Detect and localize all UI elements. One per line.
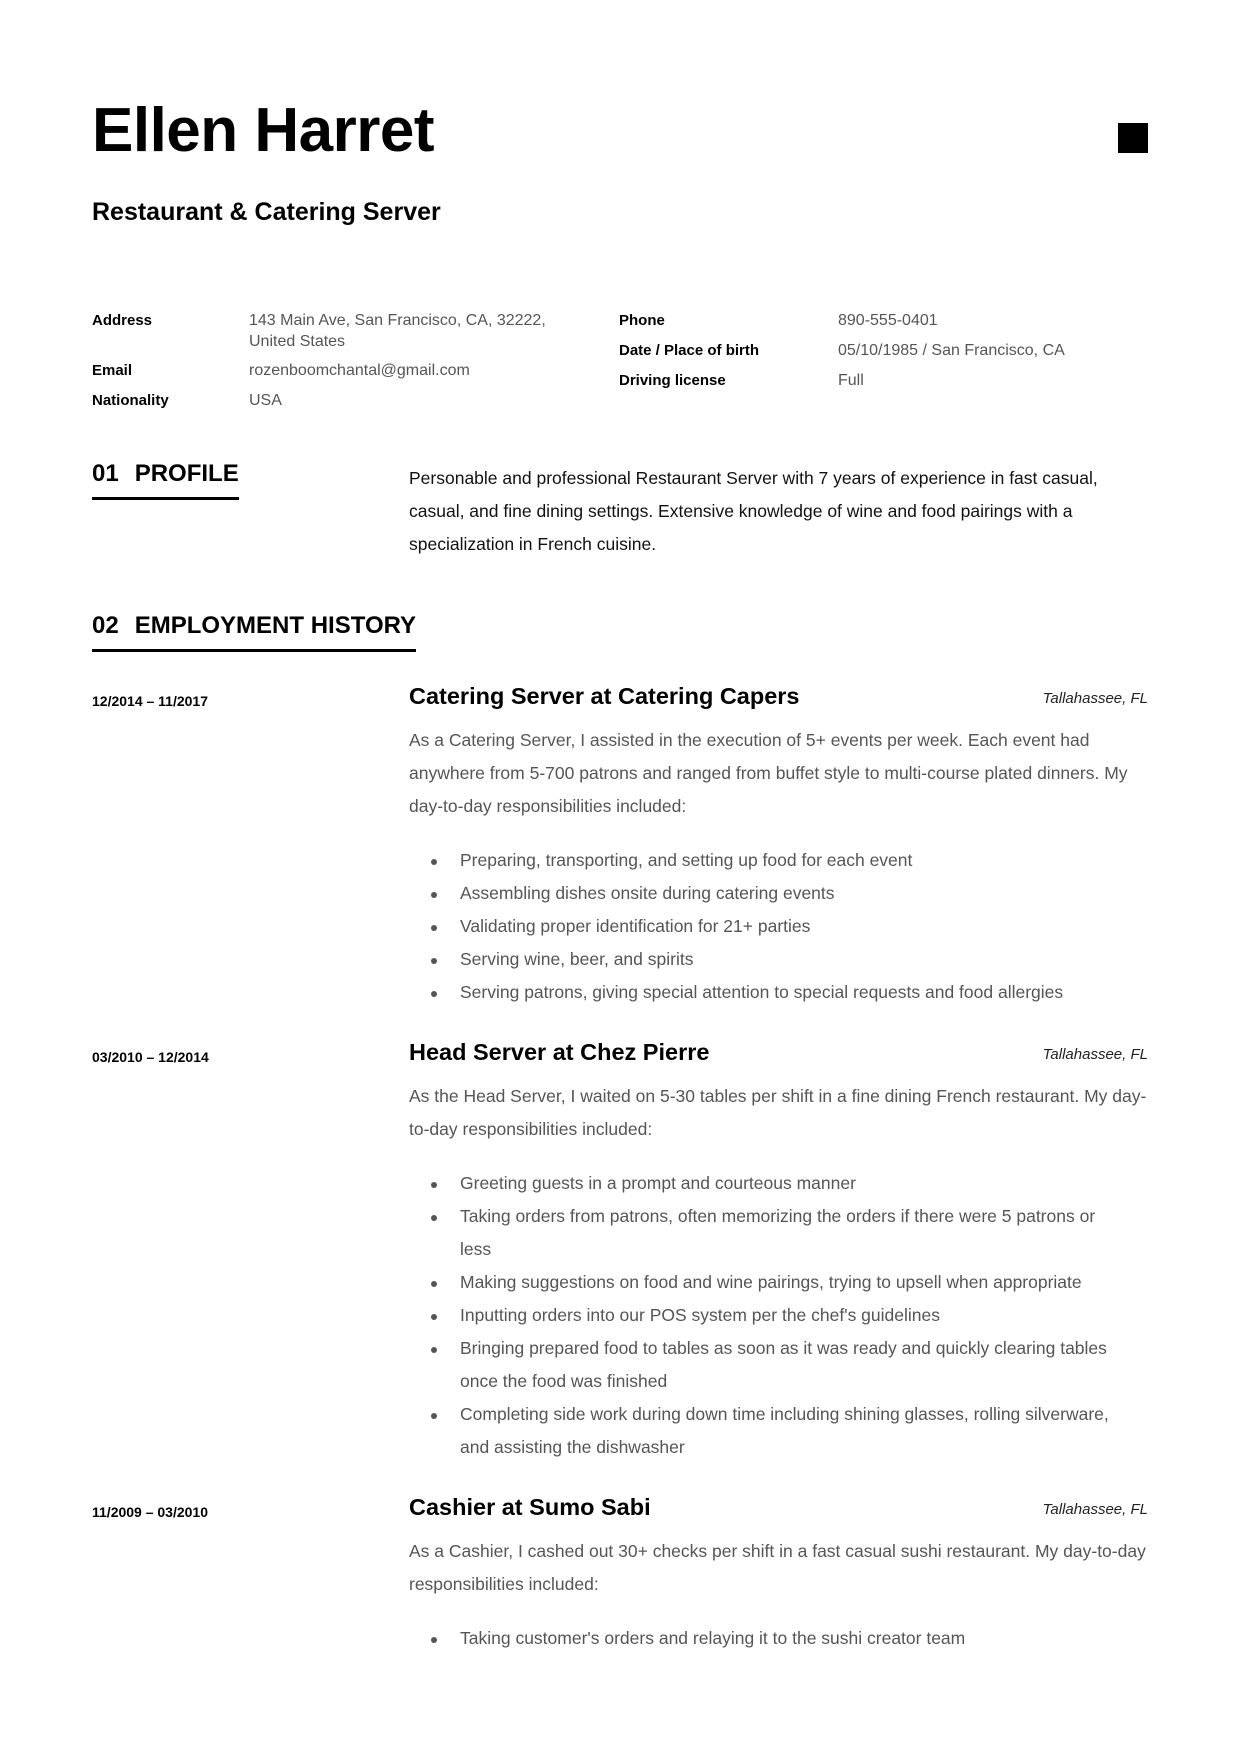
candidate-name: Ellen Harret (92, 96, 435, 165)
employment-heading-text: EMPLOYMENT HISTORY (134, 612, 417, 639)
phone-value: 890-555-0401 (838, 312, 938, 329)
bullet-icon (431, 859, 437, 865)
dob-value: 05/10/1985 / San Francisco, CA (838, 342, 1065, 359)
job-dates: 12/2014 – 11/2017 (92, 693, 209, 709)
list-item: Taking orders from patrons, often memorizing the orders if there were 5 patrons or less (409, 1200, 1129, 1266)
bullet-icon (431, 1215, 437, 1221)
list-item: Making suggestions on food and wine pairings, trying to upsell when appropriate (409, 1266, 1129, 1299)
job-title: Cashier at Sumo Sabi (409, 1494, 651, 1520)
job-location: Tallahassee, FL (1042, 1046, 1148, 1063)
profile-text: Personable and professional Restaurant Server with 7 years of experience in fast casual, casual, and fine dining settings. Extensive knowledge of wine and food pairings with a specialization in French cuisine. (409, 468, 1098, 554)
job-description: As the Head Server, I waited on 5-30 tables per shift in a fine dining French restaurant. My day-to-day responsibilities included: (409, 1086, 1147, 1139)
employment-heading (92, 612, 416, 652)
nationality-label: Nationality (92, 392, 169, 409)
job-description: As a Catering Server, I assisted in the execution of 5+ events per week. Each event had anywhere from 5-700 patrons and ranged from buffet style to multi-course plated dinners. My day-to-day responsibilities included: (409, 730, 1128, 816)
driving-license-label: Driving license (619, 372, 726, 389)
job-location: Tallahassee, FL (1042, 690, 1148, 707)
bullet-icon (431, 1182, 437, 1188)
bullet-icon (431, 1314, 437, 1320)
job-dates: 11/2009 – 03/2010 (92, 1504, 209, 1520)
list-item: Serving patrons, giving special attention to special requests and food allergies (409, 976, 1129, 1009)
address-line-1: 143 Main Ave, San Francisco, CA, 32222, (249, 312, 546, 329)
job-dates: 03/2010 – 12/2014 (92, 1049, 209, 1065)
bullet-icon (431, 1281, 437, 1287)
email-label: Email (92, 362, 133, 379)
job-title: Head Server at Chez Pierre (409, 1039, 710, 1065)
bullet-icon (431, 1413, 437, 1419)
list-item: Taking customer's orders and relaying it to the sushi creator team (409, 1622, 1129, 1655)
job-responsibilities (409, 1167, 1129, 1464)
profile-number: 01 (92, 460, 119, 487)
job-responsibilities (409, 1622, 1129, 1655)
employment-number: 02 (92, 612, 119, 639)
job-title: Catering Server at Catering Capers (409, 683, 800, 709)
candidate-job-title: Restaurant & Catering Server (92, 198, 441, 226)
list-item: Inputting orders into our POS system per the chef's guidelines (409, 1299, 1129, 1332)
list-item: Completing side work during down time including shining glasses, rolling silverware, and assisting the dishwasher (409, 1398, 1129, 1464)
bullet-icon (431, 958, 437, 964)
job-description: As a Cashier, I cashed out 30+ checks per shift in a fast casual sushi restaurant. My day-to-day responsibilities included: (409, 1541, 1146, 1594)
job-location: Tallahassee, FL (1042, 1501, 1148, 1518)
bullet-icon (431, 925, 437, 931)
list-item: Greeting guests in a prompt and courteous manner (409, 1167, 1129, 1200)
email-value: rozenboomchantal@gmail.com (249, 362, 470, 379)
list-item: Assembling dishes onsite during catering events (409, 877, 1129, 910)
list-item: Serving wine, beer, and spirits (409, 943, 1129, 976)
address-label: Address (92, 312, 153, 329)
driving-license-value: Full (838, 372, 864, 389)
bullet-icon (431, 991, 437, 997)
bullet-icon (431, 1637, 437, 1643)
nationality-value: USA (249, 392, 282, 409)
address-line-2: United States (249, 333, 346, 350)
square-icon (1118, 123, 1148, 153)
dob-label: Date / Place of birth (619, 342, 760, 359)
phone-label: Phone (619, 312, 665, 329)
list-item: Preparing, transporting, and setting up food for each event (409, 844, 1129, 877)
bullet-icon (431, 892, 437, 898)
list-item: Validating proper identification for 21+ parties (409, 910, 1129, 943)
profile-heading-text: PROFILE (134, 460, 239, 487)
profile-heading (92, 460, 239, 500)
bullet-icon (431, 1347, 437, 1353)
list-item: Bringing prepared food to tables as soon as it was ready and quickly clearing tables once the food was finished (409, 1332, 1129, 1398)
job-responsibilities (409, 844, 1129, 1009)
